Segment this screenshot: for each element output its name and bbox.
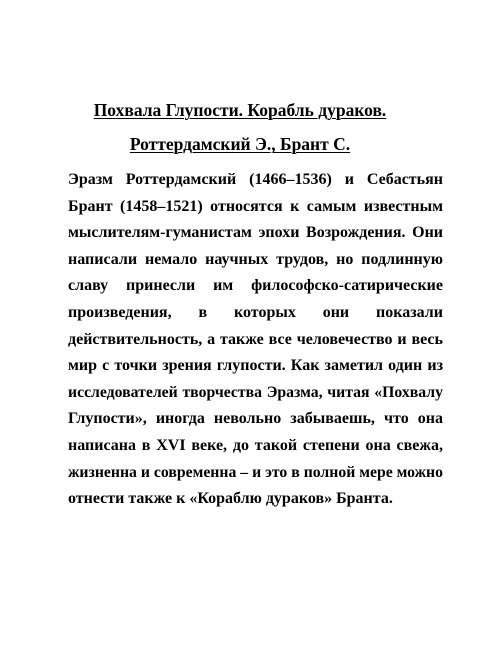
paragraph-line: действительность, а также все человечество и весь xyxy=(68,330,443,348)
paragraph-line: славу принесли им философско-сатирические xyxy=(68,277,443,295)
paragraph-line: Глупости», иногда невольно забываешь, что она xyxy=(68,410,443,428)
paragraph-line: написана в XVI веке, до такой степени она свежа, xyxy=(68,436,443,454)
paragraph-line: исследователей творчества Эразма, читая «Похвалу xyxy=(68,383,443,401)
paragraph-line: отнести также к «Кораблю дураков» Бранта. xyxy=(68,490,393,508)
document-paragraph xyxy=(68,167,443,513)
document-title-line-2: Роттердамский Э., Брант С. xyxy=(129,134,351,154)
paragraph-line: произведения, в которых они показали xyxy=(68,303,443,321)
paragraph-line: Брант (1458–1521) относятся к самым известным xyxy=(68,197,443,215)
paragraph-line: мыслителям-гуманистам эпохи Возрождения. Они xyxy=(68,224,443,242)
paragraph-line: Эразм Роттердамский (1466–1536) и Себастьян xyxy=(68,171,443,188)
paragraph-line: написали немало научных трудов, но подлинную xyxy=(68,250,443,268)
paragraph-line: мир с точки зрения глупости. Как заметил один из xyxy=(68,357,443,375)
document-title-line-1: Похвала Глупости. Корабль дураков. xyxy=(93,100,387,120)
paragraph-line: жизненна и современна – и это в полной мере можно xyxy=(68,463,444,481)
